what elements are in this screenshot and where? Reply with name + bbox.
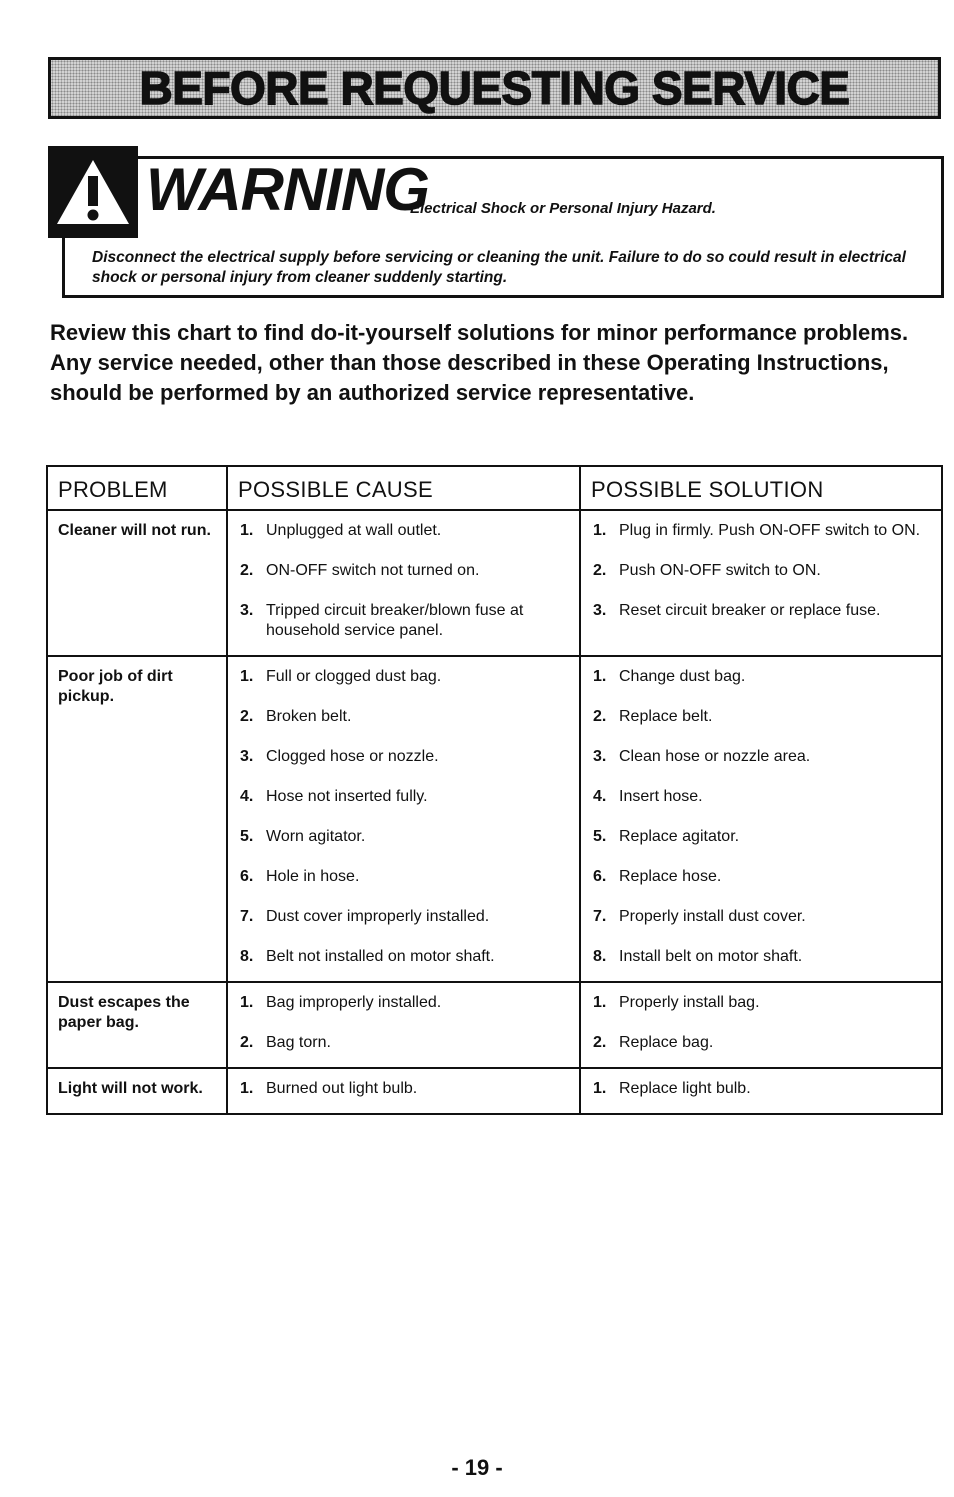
item-number: 1. <box>240 994 254 1011</box>
item-number: 3. <box>240 602 254 619</box>
list-item <box>228 667 579 687</box>
item-text: Hose not inserted fully. <box>266 788 428 805</box>
list-item <box>581 667 941 687</box>
item-text: Insert hose. <box>619 788 703 805</box>
table-row <box>47 1068 942 1114</box>
list-item <box>228 907 579 927</box>
list-item <box>228 993 579 1013</box>
item-text: Broken belt. <box>266 708 352 725</box>
item-number: 8. <box>593 948 607 965</box>
table-row <box>47 510 942 656</box>
item-text: Clean hose or nozzle area. <box>619 748 811 765</box>
item-text: Plug in firmly. Push ON-OFF switch to ON. <box>619 522 921 539</box>
list-item <box>581 993 941 1013</box>
item-number: 1. <box>593 522 607 539</box>
item-number: 4. <box>240 788 254 805</box>
item-number: 1. <box>593 668 607 685</box>
item-number: 2. <box>593 562 607 579</box>
solution-cell <box>580 982 942 1068</box>
item-text: ON-OFF switch not turned on. <box>266 562 480 579</box>
list-item <box>581 827 941 847</box>
item-text: Burned out light bulb. <box>266 1080 418 1097</box>
troubleshooting-table <box>46 465 943 1115</box>
solution-list <box>581 983 941 1067</box>
table-row <box>47 982 942 1068</box>
header-problem: PROBLEM <box>47 466 227 510</box>
item-text: Replace light bulb. <box>619 1080 751 1097</box>
warning-subtitle: Electrical Shock or Personal Injury Hazard. <box>410 200 716 217</box>
solution-list <box>581 657 941 981</box>
list-item <box>228 601 579 641</box>
warning-triangle-icon <box>54 156 132 228</box>
item-text: Clogged hose or nozzle. <box>266 748 439 765</box>
item-text: Reset circuit breaker or replace fuse. <box>619 602 881 619</box>
list-item <box>228 1079 579 1099</box>
item-text: Install belt on motor shaft. <box>619 948 803 965</box>
item-text: Change dust bag. <box>619 668 746 685</box>
cause-cell <box>227 982 580 1068</box>
item-text: Worn agitator. <box>266 828 366 845</box>
item-text: Full or clogged dust bag. <box>266 668 442 685</box>
solution-cell <box>580 1068 942 1114</box>
cause-list <box>228 511 579 655</box>
header-solution: POSSIBLE SOLUTION <box>580 466 942 510</box>
warning-text: Disconnect the electrical supply before servicing or cleaning the unit. Failure to do so could result in electrical shock or personal injury from cleaner suddenly starting. <box>92 249 906 286</box>
solution-cell <box>580 656 942 982</box>
problem-cell: Light will not work. <box>47 1068 227 1114</box>
item-text: Properly install bag. <box>619 994 760 1011</box>
item-number: 4. <box>593 788 607 805</box>
list-item <box>581 1033 941 1053</box>
item-text: Replace hose. <box>619 868 722 885</box>
item-number: 2. <box>240 1034 254 1051</box>
item-text: Tripped circuit breaker/blown fuse at household service panel. <box>266 602 524 639</box>
cause-list <box>228 1069 579 1113</box>
solution-list <box>581 511 941 635</box>
item-number: 1. <box>240 522 254 539</box>
item-text: Unplugged at wall outlet. <box>266 522 442 539</box>
item-number: 7. <box>240 908 254 925</box>
section-banner <box>48 57 941 119</box>
cause-cell <box>227 656 580 982</box>
banner-title: BEFORE REQUESTING SERVICE <box>139 62 850 114</box>
item-number: 2. <box>593 708 607 725</box>
item-text: Push ON-OFF switch to ON. <box>619 562 821 579</box>
cause-list <box>228 983 579 1067</box>
warning-heading: WARNING <box>146 156 429 223</box>
item-text: Dust cover improperly installed. <box>266 908 490 925</box>
item-text: Bag torn. <box>266 1034 331 1051</box>
list-item <box>581 707 941 727</box>
item-text: Belt not installed on motor shaft. <box>266 948 495 965</box>
list-item <box>581 521 941 541</box>
list-item <box>228 521 579 541</box>
item-text: Replace bag. <box>619 1034 714 1051</box>
item-number: 2. <box>240 708 254 725</box>
cause-list <box>228 657 579 981</box>
solution-list <box>581 1069 941 1113</box>
item-text: Replace belt. <box>619 708 713 725</box>
item-number: 7. <box>593 908 607 925</box>
list-item <box>228 787 579 807</box>
item-number: 3. <box>593 602 607 619</box>
list-item <box>581 601 941 621</box>
item-number: 1. <box>240 1080 254 1097</box>
table-header-row <box>47 466 942 510</box>
item-number: 1. <box>593 994 607 1011</box>
list-item <box>228 747 579 767</box>
problem-cell: Cleaner will not run. <box>47 510 227 656</box>
item-number: 1. <box>240 668 254 685</box>
item-text: Bag improperly installed. <box>266 994 442 1011</box>
cause-cell <box>227 1068 580 1114</box>
header-cause: POSSIBLE CAUSE <box>227 466 580 510</box>
item-text: Properly install dust cover. <box>619 908 806 925</box>
item-text: Hole in hose. <box>266 868 360 885</box>
list-item <box>581 561 941 581</box>
list-item <box>581 907 941 927</box>
list-item <box>228 561 579 581</box>
item-number: 6. <box>593 868 607 885</box>
problem-cell: Dust escapes the paper bag. <box>47 982 227 1068</box>
list-item <box>581 947 941 967</box>
table-row <box>47 656 942 982</box>
item-number: 3. <box>240 748 254 765</box>
item-number: 5. <box>240 828 254 845</box>
item-text: Replace agitator. <box>619 828 740 845</box>
item-number: 2. <box>593 1034 607 1051</box>
list-item <box>581 747 941 767</box>
problem-cell: Poor job of dirt pickup. <box>47 656 227 982</box>
list-item <box>228 1033 579 1053</box>
list-item <box>228 947 579 967</box>
solution-cell <box>580 510 942 656</box>
item-number: 8. <box>240 948 254 965</box>
list-item <box>581 867 941 887</box>
cause-cell <box>227 510 580 656</box>
list-item <box>581 787 941 807</box>
item-number: 1. <box>593 1080 607 1097</box>
list-item <box>228 867 579 887</box>
item-number: 3. <box>593 748 607 765</box>
list-item <box>581 1079 941 1099</box>
item-number: 2. <box>240 562 254 579</box>
list-item <box>228 827 579 847</box>
list-item <box>228 707 579 727</box>
intro-paragraph: Review this chart to find do-it-yourself solutions for minor performance problems. Any service needed, other than those described in these Operating Instructions, should be performed by an authorized service representative. <box>50 320 909 405</box>
item-number: 5. <box>593 828 607 845</box>
page-number: - 19 - <box>451 1455 503 1480</box>
table-body <box>47 510 942 1114</box>
item-number: 6. <box>240 868 254 885</box>
